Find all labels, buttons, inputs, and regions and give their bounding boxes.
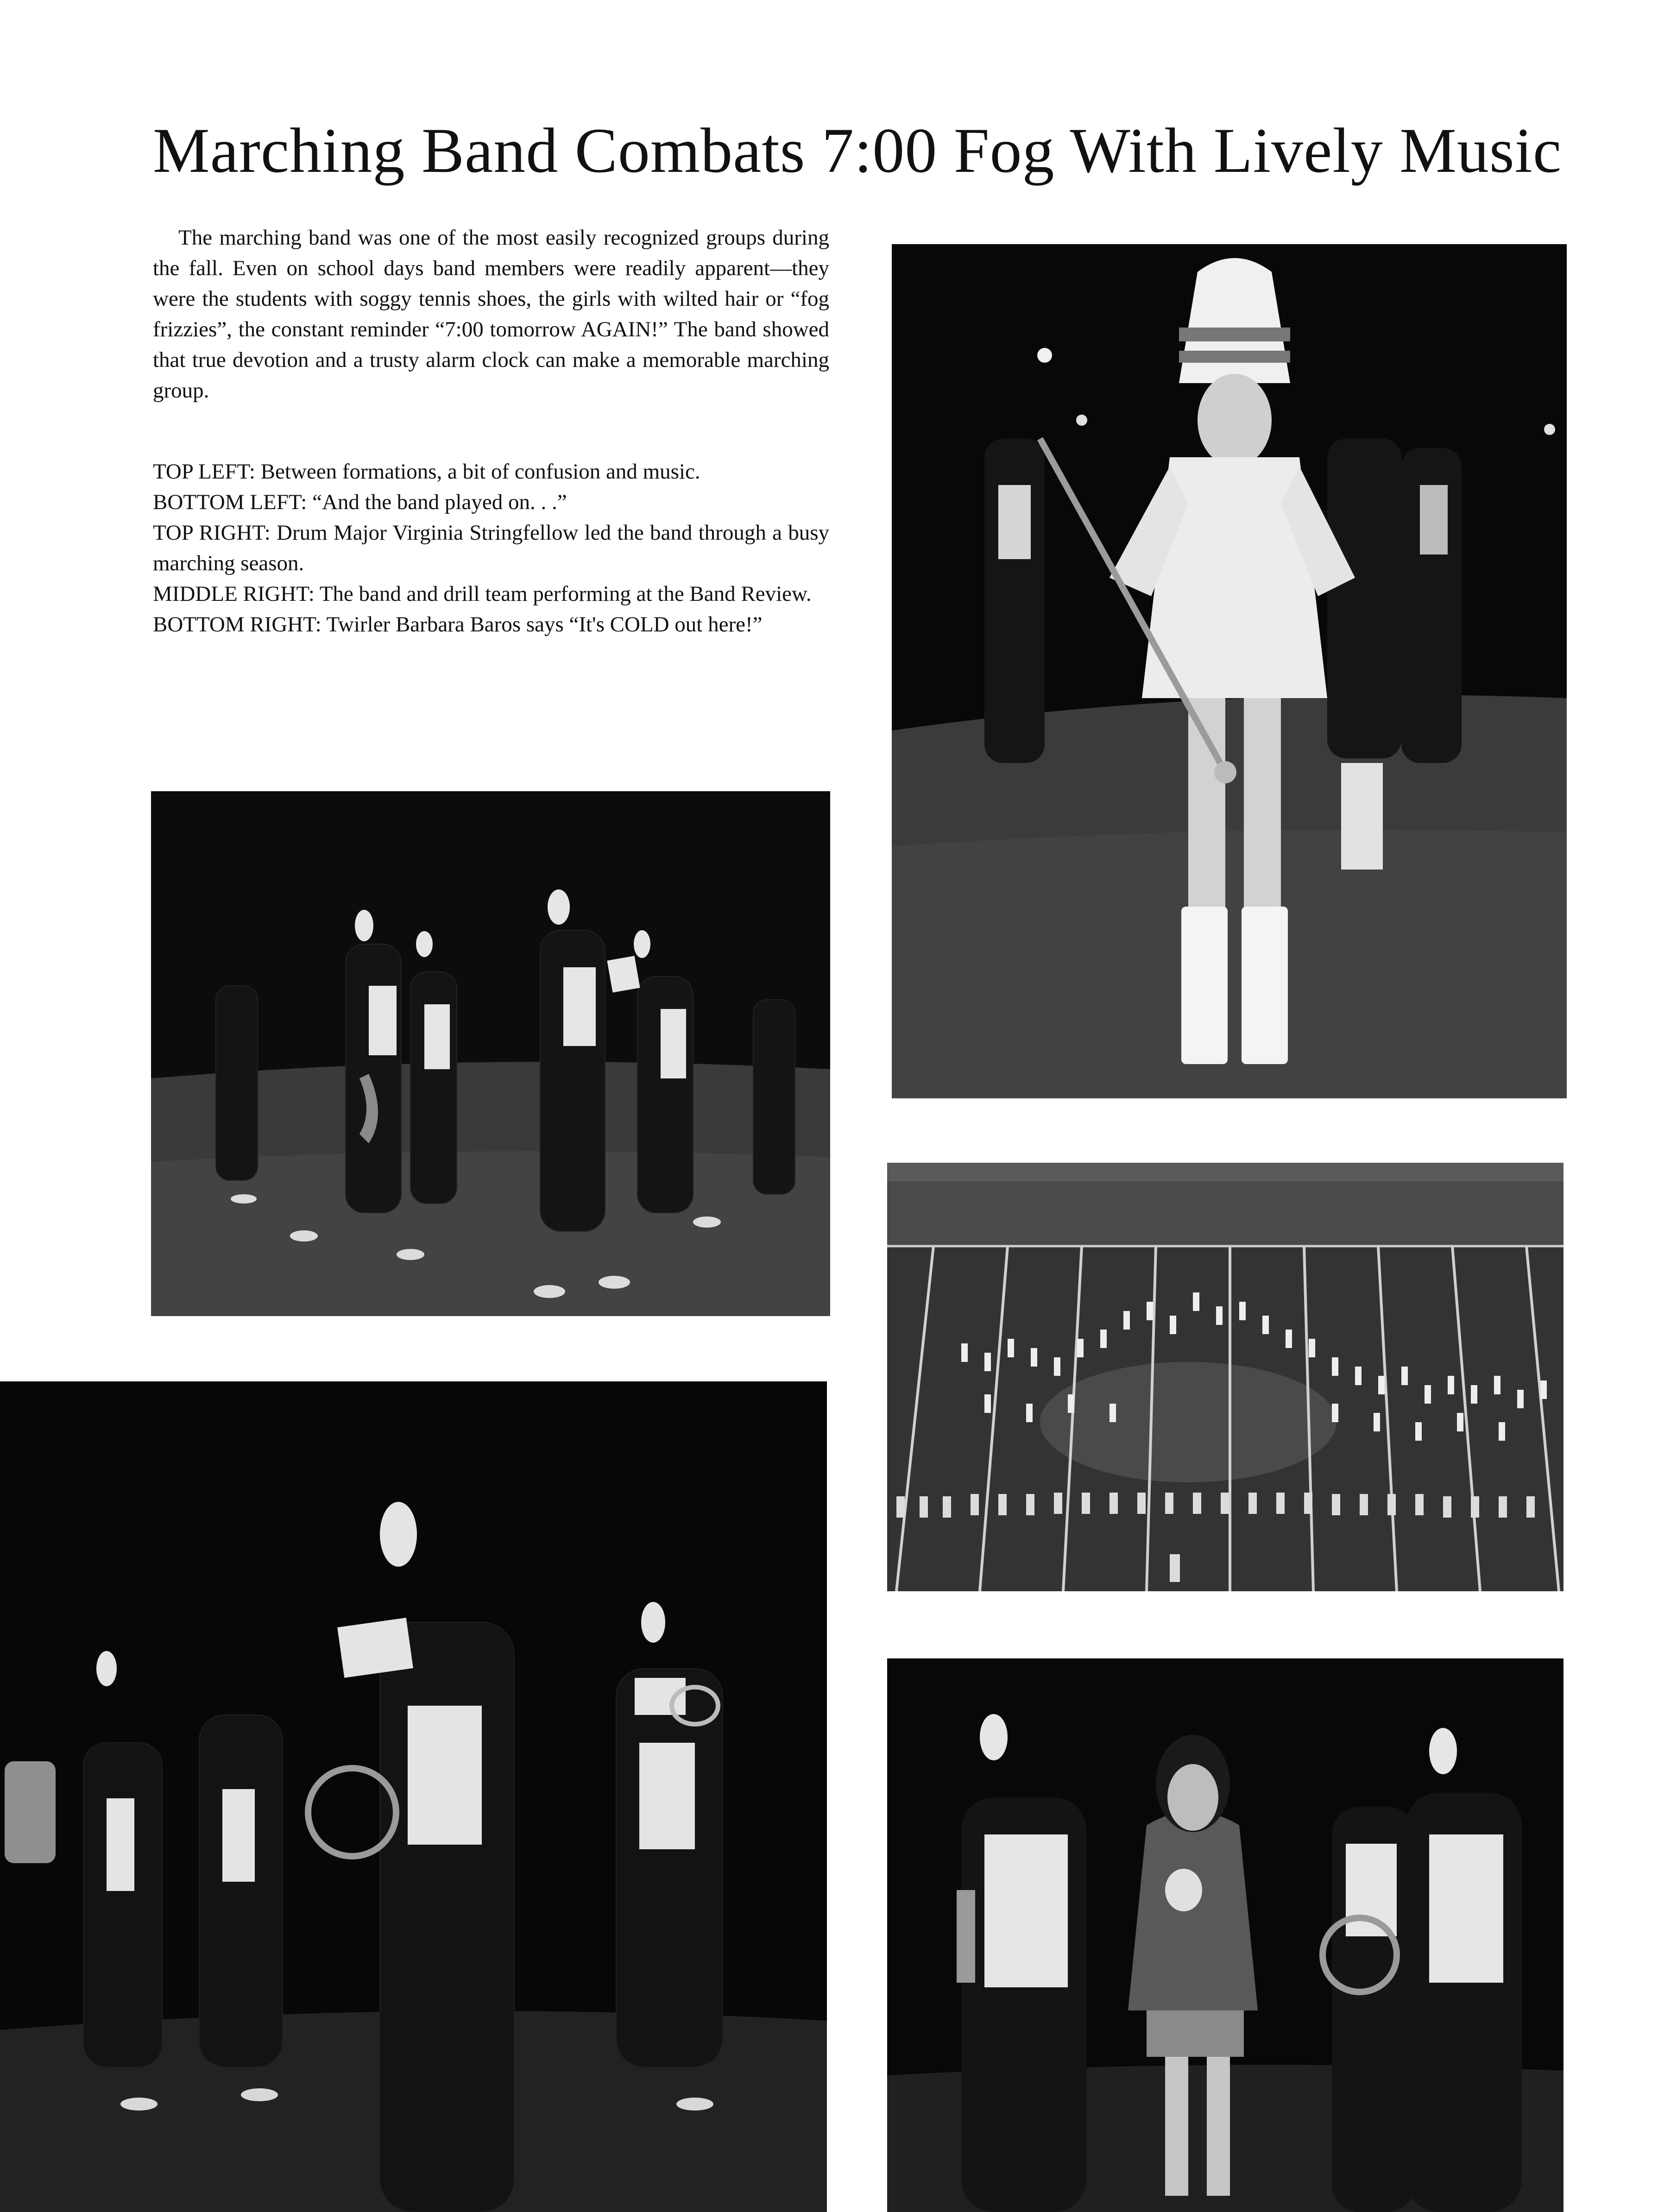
photo-bottom-left-image [0,1381,827,2212]
caption-bottom-left: BOTTOM LEFT: “And the band played on. . .” [153,490,567,514]
photo-captions [153,456,829,640]
photo-bottom-right [887,1658,1563,2212]
caption-bottom-right: BOTTOM RIGHT: Twirler Barbara Baros says “It's COLD out here!” [153,612,763,637]
page-headline: Marching Band Combats 7:00 Fog With Lively Music [153,115,1562,186]
photo-bottom-right-image [887,1658,1563,2212]
photo-middle-right [887,1163,1563,1591]
caption-top-right: TOP RIGHT: Drum Major Virginia Stringfellow led the band through a busy marching season. [153,521,829,575]
photo-top-left-image [151,791,830,1316]
body-paragraph: The marching band was one of the most easily recognized groups during the fall. Even on school days band members were readily apparent—they were the students with soggy tennis shoes, the girls with wilted hair or “fog frizzies”, the constant reminder “7:00 tomorrow AGAIN!” The band showed that true devotion and a trusty alarm clock can make a memorable marching group. [153,226,829,403]
photo-top-left [151,791,830,1316]
caption-top-left: TOP LEFT: Between formations, a bit of confusion and music. [153,460,700,484]
caption-middle-right: MIDDLE RIGHT: The band and drill team performing at the Band Review. [153,582,812,606]
photo-top-right-image [892,244,1567,1098]
photo-bottom-left [0,1381,827,2212]
photo-top-right [892,244,1567,1098]
photo-middle-right-image [887,1163,1563,1591]
